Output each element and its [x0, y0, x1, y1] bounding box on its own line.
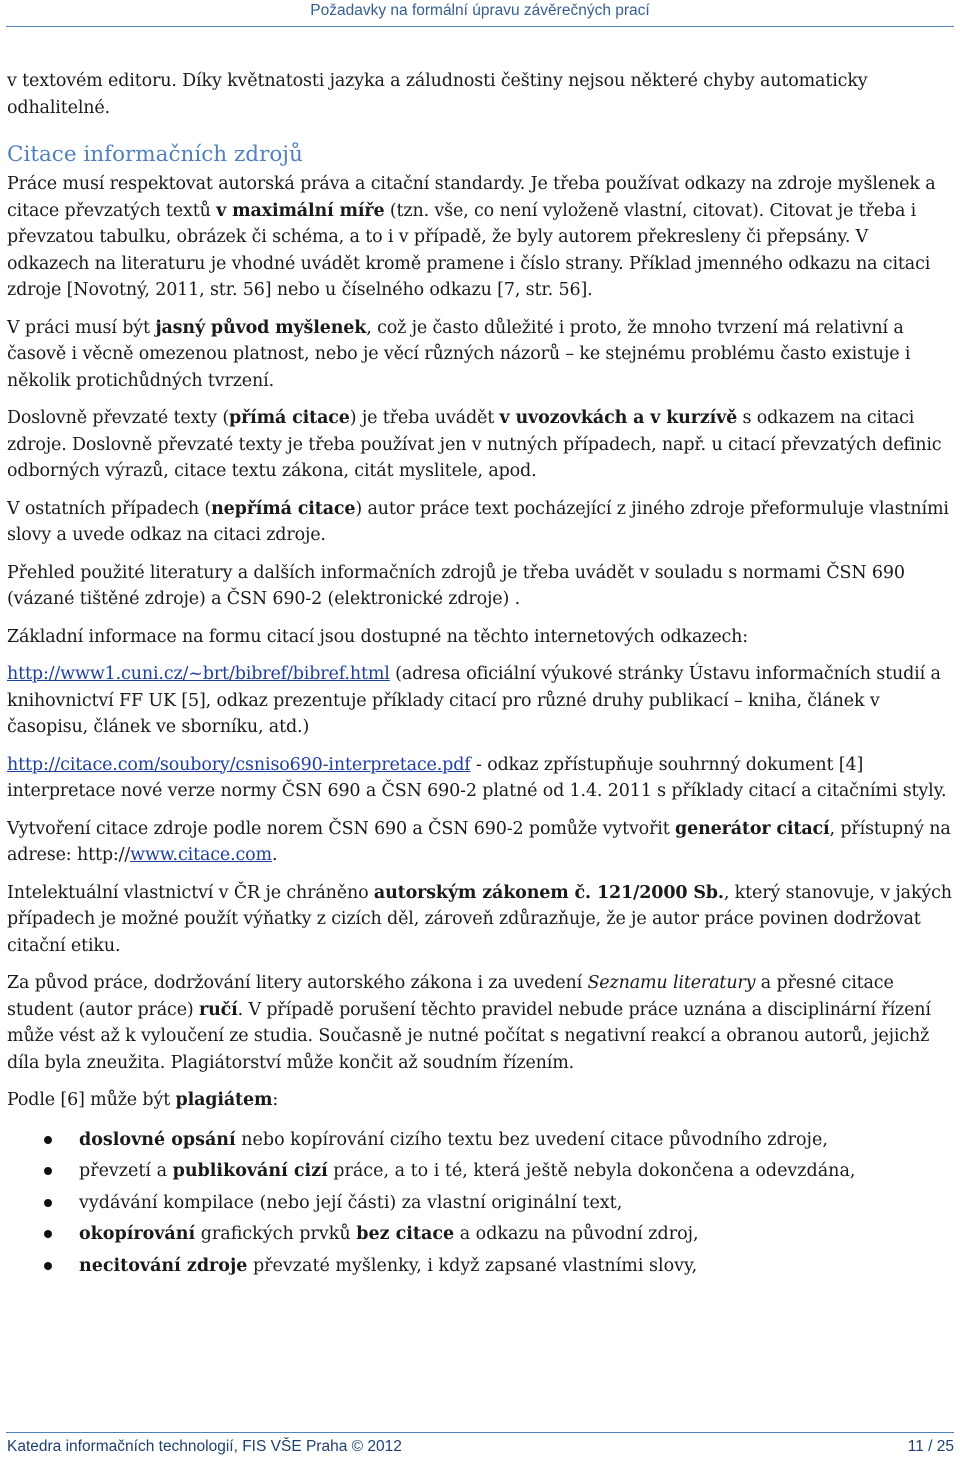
text: a přesné citace student (autor práce) — [7, 973, 894, 1020]
list-item — [7, 1127, 955, 1154]
text: a odkazu na původní zdroj, — [454, 1224, 699, 1244]
text: V práci musí být — [7, 317, 156, 338]
paragraph-idea-origin — [7, 315, 955, 395]
text: . — [271, 845, 278, 865]
citace-pdf-link[interactable]: http://citace.com/soubory/csniso690-interpretace.pdf — [7, 754, 471, 775]
list-item — [7, 1253, 955, 1280]
paragraph-responsibility — [7, 970, 955, 1076]
page-number: 11 / 25 — [907, 1438, 954, 1455]
text: (tzn. vše, co není vyloženě vlastní, citovat). Citovat je třeba i převzatou tabulku, obrázek či schéma, a to i v případě, že byly autorem překresleny či přepsány. V odkazech na literaturu je vhodné uvádět kromě pramene i číslo strany. Příklad jmenného odkazu na citaci zdroje [Novotný, 2011, str. 56] nebo u číselného odkazu [7, str. 56]. — [7, 200, 931, 300]
bullet-icon — [44, 1136, 52, 1144]
text: Přehled použité literatury a dalších informačních zdrojů je třeba uvádět v souladu s normami ČSN 690 (vázané tištěné zdroje) a ČSN 690-2 (elektronické zdroje) . — [7, 562, 905, 609]
emphasis: generátor citací — [675, 818, 830, 839]
page-header — [0, 0, 960, 30]
paragraph-links-intro — [7, 624, 955, 651]
text: , což je často důležité i proto, že mnoho tvrzení má relativní a časově i věcně omezenou platnost, nebo je věcí různých názorů – ke stejnému problému často existuje i několik protichůdných tvrzení. — [7, 317, 911, 391]
list-item — [7, 1221, 955, 1248]
text: V ostatních případech ( — [7, 498, 212, 519]
emphasis: přímá citace — [229, 408, 350, 428]
list-item — [7, 1158, 955, 1185]
footer-divider — [6, 1432, 954, 1433]
paragraph-indirect-quote — [7, 496, 955, 549]
text: ) je třeba uvádět — [349, 408, 500, 428]
text: převzaté myšlenky, i když zapsané vlastními slovy, — [247, 1255, 698, 1276]
emphasis: okopírování — [79, 1224, 196, 1244]
emphasis: necitování zdroje — [79, 1255, 248, 1276]
emphasis: plagiátem — [175, 1090, 273, 1110]
citace-com-link[interactable]: www.citace.com — [130, 845, 272, 865]
emphasis: doslovné opsání — [79, 1129, 236, 1150]
emphasis: v uvozovkách a v kurzívě — [499, 408, 738, 428]
document-body — [7, 68, 955, 1284]
page-footer — [0, 1424, 960, 1463]
text: Za původ práce, dodržování litery autorského zákona i za uvedení — [7, 973, 588, 993]
emphasis: bez citace — [356, 1224, 455, 1244]
text: převzetí a — [79, 1161, 173, 1181]
header-divider — [6, 26, 954, 27]
text: : — [272, 1090, 279, 1110]
paragraph-link-citace-pdf — [7, 752, 955, 805]
text: - odkaz zpřístupňuje souhrnný dokument [4] interpretace nové verze normy ČSN 690 a ČSN 690-2 platné od 1.4. 2011 s příklady citací a citačními styly. — [7, 754, 947, 801]
text: práce, a to i té, která ještě nebyla dokončena a odevzdána, — [327, 1161, 856, 1181]
emphasis: nepřímá citace — [211, 498, 356, 519]
text: Intelektuální vlastnictví v ČR je chráněno — [7, 882, 374, 903]
text: s odkazem na citaci zdroje. Doslovně převzaté texty je třeba používat jen v nutných případech, např. u citací převzatých definic odborných výrazů, citace textu zákona, citát myslitele, apod. — [7, 408, 942, 481]
paragraph-copyright-law — [7, 880, 955, 960]
header-title: Požadavky na formální úpravu závěrečných prací — [310, 2, 650, 19]
bullet-icon — [44, 1262, 52, 1270]
text: nebo kopírování cizího textu bez uvedení citace původního zdroje, — [235, 1129, 828, 1150]
emphasis: ručí — [199, 999, 238, 1020]
paragraph-direct-quote — [7, 405, 955, 485]
section-title: Citace informačních zdrojů — [7, 142, 303, 167]
list-item — [7, 1190, 955, 1217]
paragraph-generator — [7, 816, 955, 869]
emphasis: jasný původ myšlenek — [155, 317, 367, 338]
paragraph-citation-rules — [7, 171, 955, 304]
text: . V případě porušení těchto pravidel nebude práce uznána a disciplinární řízení může vést až k vyloučení ze studia. Současně je nutné počítat s negativní reakcí a obranou autorů, jejichž díla byla zneužita. Plagiátorství může končit až soudním řízením. — [7, 999, 931, 1073]
text: Práce musí respektovat autorská práva a citační standardy. Je třeba používat odkazy na zdroje myšlenek a citace převzatých textů — [7, 174, 936, 221]
paragraph-link-bibref — [7, 661, 955, 741]
text: , který stanovuje, v jakých případech je možné použít výňatky z cizích děl, zároveň zdůrazňuje, že je autor práce povinen dodržovat citační etiku. — [7, 882, 952, 956]
italic-text: Seznamu literatury — [587, 973, 756, 993]
bullet-icon — [44, 1199, 52, 1207]
paragraph-plagiarism-intro — [7, 1087, 955, 1114]
bibref-link[interactable]: http://www1.cuni.cz/~brt/bibref/bibref.html — [7, 664, 390, 684]
text: Podle [6] může být — [7, 1090, 176, 1110]
text: Doslovně převzaté texty ( — [7, 408, 229, 428]
text: grafických prvků — [195, 1224, 357, 1244]
paragraph-norms — [7, 560, 955, 613]
text: v textovém editoru. Díky květnatosti jazyka a záludnosti češtiny nejsou některé chyby automaticky odhalitelné. — [7, 71, 868, 118]
bullet-icon — [44, 1167, 52, 1175]
bullet-icon — [44, 1230, 52, 1238]
text: vydávání kompilace (nebo její části) za vlastní originální text, — [79, 1192, 623, 1213]
text: (adresa oficiální výukové stránky Ústavu informačních studií a knihovnictví FF UK [5], odkaz prezentuje příklady citací pro různé druhy publikací – kniha, článek v časopisu, článek ve sborníku, atd.) — [7, 664, 941, 737]
emphasis: v maximální míře — [216, 200, 385, 221]
emphasis: publikování cizí — [172, 1161, 328, 1181]
footer-department: Katedra informačních technologií, FIS VŠE Praha © 2012 — [7, 1438, 402, 1455]
text: Vytvoření citace zdroje podle norem ČSN 690 a ČSN 690-2 pomůže vytvořit — [7, 818, 676, 839]
paragraph-continuation — [7, 68, 955, 121]
text: , přístupný na adrese: http:// — [7, 818, 951, 865]
emphasis: autorským zákonem č. 121/2000 Sb. — [373, 882, 724, 903]
plagiarism-list — [7, 1127, 955, 1280]
text: Základní informace na formu citací jsou dostupné na těchto internetových odkazech: — [7, 626, 749, 647]
text: ) autor práce text pocházející z jiného zdroje přeformuluje vlastními slovy a uvede odkaz na citaci zdroje. — [7, 498, 949, 545]
